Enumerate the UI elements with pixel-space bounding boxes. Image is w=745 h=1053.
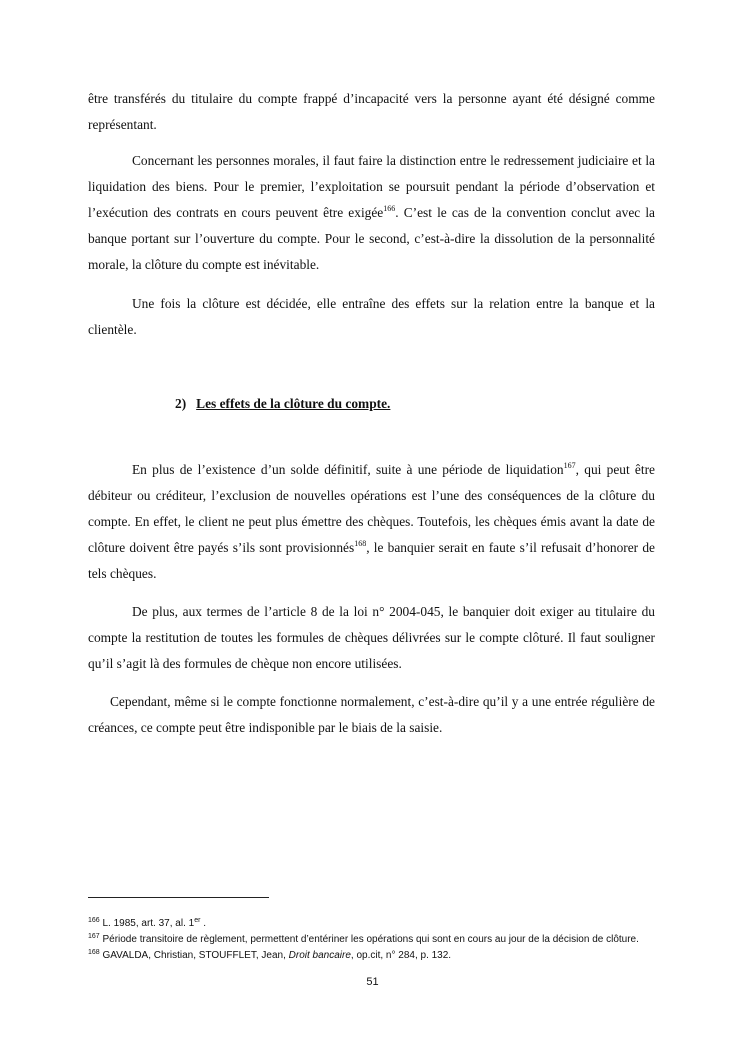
footnote-text: GAVALDA, Christian, STOUFFLET, Jean, <box>99 950 289 961</box>
footnote-ref-166[interactable]: 166 <box>383 204 396 213</box>
footnote-ref-167[interactable]: 167 <box>563 461 576 470</box>
footnote-number: 167 <box>88 933 100 940</box>
paragraph-text: En plus de l’existence d’un solde définitif, suite à une période de liquidation <box>132 462 564 477</box>
footnote-superscript: er <box>194 917 201 924</box>
paragraph-cloture-decidee <box>88 291 655 343</box>
paragraph-personnes-morales <box>88 148 655 278</box>
paragraph-continuation <box>88 86 655 138</box>
paragraph-article-8 <box>88 599 655 677</box>
section-number: 2) <box>175 396 187 411</box>
paragraph-text: être transférés du titulaire du compte frappé d’incapacité vers la personne ayant été désigné comme représentant. <box>88 91 655 132</box>
footnote-text: . <box>200 918 206 929</box>
footnotes <box>88 916 655 964</box>
page-number: 51 <box>366 976 379 988</box>
footnote-166 <box>88 916 655 932</box>
footnote-167 <box>88 932 655 948</box>
paragraph-saisie <box>88 689 655 741</box>
footnote-number: 166 <box>88 917 100 924</box>
paragraph-text: . C’est le cas de la convention conclut avec la banque portant sur l’ouverture du compte. Pour le second, c’est-à-dire la dissolution de la personnalité morale, la clôture du compte est inévitable. <box>88 205 655 272</box>
paragraph-text: Concernant les personnes morales, il faut faire la distinction entre le redressement judiciaire et la liquidation des biens. Pour le premier, l’exploitation se poursuit pendant la période d’observation et l’exécution des contrats en cours peuvent être exigée <box>88 153 655 220</box>
paragraph-text: Cependant, même si le compte fonctionne normalement, c’est-à-dire qu’il y a une entrée régulière de créances, ce compte peut être indisponible par le biais de la saisie. <box>88 694 655 735</box>
footnote-text: Période transitoire de règlement, permettent d’entériner les opérations qui sont en cours au jour de la décision de clôture. <box>99 934 639 945</box>
footnote-separator <box>88 897 269 898</box>
footnote-book-title: Droit bancaire <box>288 950 351 961</box>
paragraph-text: , le banquier serait en faute s’il refusait d’honorer de tels chèques. <box>88 540 655 581</box>
paragraph-text: , qui peut être débiteur ou créditeur, l’exclusion de nouvelles opérations est l’une des conséquences de la clôture du compte. En effet, le client ne peut plus émettre des chèques. Toutefois, les chèques émis avant la date de clôture doivent être payés s’ils sont provisionnés <box>88 462 656 555</box>
section-title: Les effets de la clôture du compte. <box>196 396 391 411</box>
footnote-text: L. 1985, art. 37, al. 1 <box>99 918 195 929</box>
footnote-text: , op.cit, n° 284, p. 132. <box>350 950 452 961</box>
footnote-ref-168[interactable]: 168 <box>354 539 367 548</box>
section-heading <box>175 396 390 412</box>
footnote-number: 168 <box>88 949 100 956</box>
paragraph-text: Une fois la clôture est décidée, elle entraîne des effets sur la relation entre la banque et la clientèle. <box>88 296 655 337</box>
paragraph-solde-definitif <box>88 457 655 587</box>
paragraph-text: De plus, aux termes de l’article 8 de la loi n° 2004-045, le banquier doit exiger au titulaire du compte la restitution de toutes les formules de chèques délivrées sur le compte clôturé. Il faut souligner qu’il s’agit là des formules de chèque non encore utilisées. <box>88 604 655 671</box>
footnote-168 <box>88 948 655 964</box>
